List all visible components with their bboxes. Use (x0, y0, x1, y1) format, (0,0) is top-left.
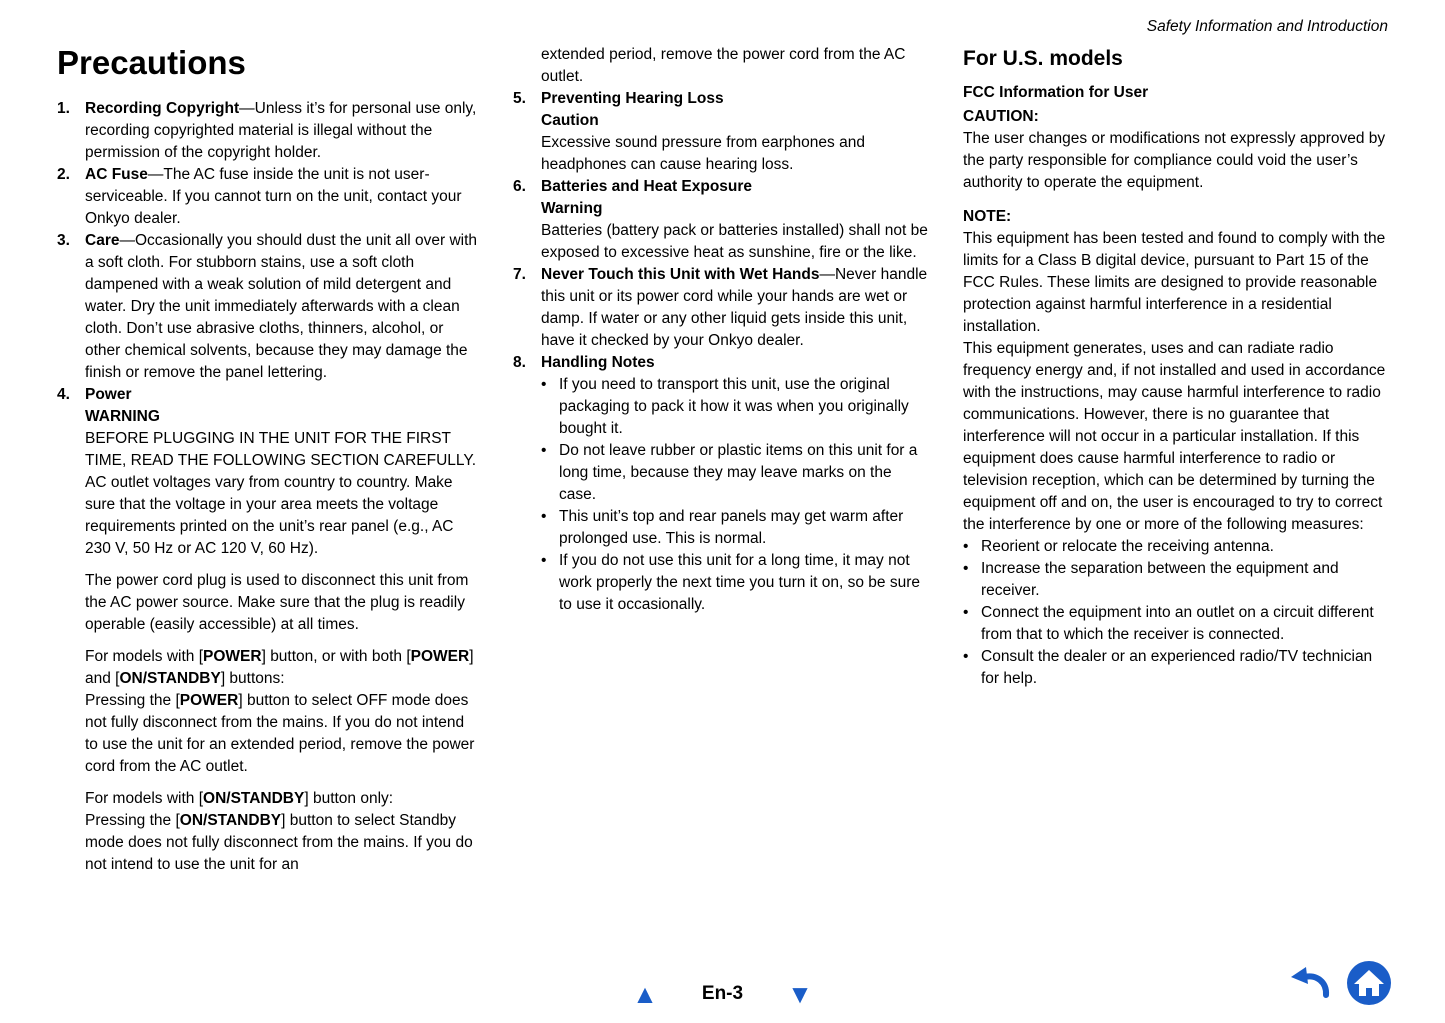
warning-text: BEFORE PLUGGING IN THE UNIT FOR THE FIRST TIME, READ THE FOLLOWING SECTION CAREFULLY. (85, 430, 477, 469)
power-paragraph: The power cord plug is used to disconnect this unit from the AC power source. Make sure that the plug is readily operable (easily accessible) at all times. (85, 572, 469, 633)
list-item-title: Preventing Hearing Loss (541, 90, 724, 107)
list-item-number: 2. (57, 166, 70, 183)
bullet-item (541, 440, 931, 506)
power-paragraph: For models with [ON/STANDBY] button only: Pressing the [ON/STANDBY] button to select Standby mode does not fully disconnect from the mains. If you do not intend to use the unit for an (85, 790, 473, 873)
bullet-text: Consult the dealer or an experienced radio/TV technician for help. (981, 648, 1373, 687)
list-item-text: —The AC fuse inside the unit is not user-serviceable. If you cannot turn on the unit, contact your Onkyo dealer. (85, 166, 462, 227)
bullet-marker (963, 558, 981, 602)
list-item-title: Batteries and Heat Exposure (541, 178, 753, 195)
bullet-text: Increase the separation between the equipment and receiver. (981, 560, 1339, 599)
fcc-info-subheading: FCC Information for User (963, 84, 1149, 101)
warning-label: WARNING (85, 408, 160, 425)
list-item-number: 5. (513, 90, 526, 107)
bullet-item (963, 558, 1387, 602)
footer-page-nav (0, 981, 1445, 1007)
section-header-title: Safety Information and Introduction (1146, 18, 1388, 35)
list-item-text: —Never handle this unit or its power cord while your hands are wet or damp. If water or any other liquid gets inside this unit, have it checked by your Onkyo dealer. (541, 266, 928, 349)
list-item-care (57, 230, 481, 384)
list-item-title: Power (85, 386, 132, 403)
bullet-item (963, 536, 1387, 558)
list-item-text: Excessive sound pressure from earphones and headphones can cause hearing loss. (541, 134, 865, 173)
column-left (57, 44, 481, 876)
power-paragraph: AC outlet voltages vary from country to country. Make sure that the voltage in your area meets the voltage requirements printed on the unit’s rear panel (e.g., AC 230 V, 50 Hz or AC 120 V, 60 Hz). (85, 474, 454, 557)
list-item-body (541, 264, 931, 352)
caution-subhead: Caution (541, 112, 599, 129)
continuation-paragraph: extended period, remove the power cord from the AC outlet. (541, 46, 906, 85)
note-label: NOTE: (963, 208, 1012, 225)
list-item-number: 6. (513, 178, 526, 195)
bullet-item (541, 550, 931, 616)
caution-label: CAUTION: (963, 108, 1039, 125)
list-item-number: 7. (513, 266, 526, 283)
us-models-heading: For U.S. models (963, 47, 1123, 70)
list-item-title: Recording Copyright (85, 100, 240, 117)
bullet-item (541, 374, 931, 440)
column-right (963, 44, 1387, 876)
page-number: En-3 (701, 983, 744, 1004)
bullet-marker (541, 374, 559, 440)
list-item-text: Batteries (battery pack or batteries installed) shall not be exposed to excessive heat as sunshine, fire or the like. (541, 222, 928, 261)
nav-up-button[interactable]: ▲ (632, 979, 658, 1009)
list-item-text: —Unless it’s for personal use only, recording copyrighted material is illegal without the permission of the copyright holder. (85, 100, 477, 161)
bullet-item (963, 602, 1387, 646)
bullet-marker (541, 550, 559, 616)
home-button[interactable] (1345, 959, 1393, 1007)
bullet-text: Connect the equipment into an outlet on a circuit different from that to which the receiver is connected. (981, 604, 1374, 643)
list-item-number: 1. (57, 100, 70, 117)
list-item-number: 8. (513, 354, 526, 371)
list-item-hearing-loss (513, 88, 931, 176)
power-paragraph: For models with [POWER] button, or with both [POWER] and [ON/STANDBY] buttons: Pressing the [POWER] button to select OFF mode does not fully disconnect from the mains. If you do not intend to use the unit for an extended period, remove the power cord from the AC outlet. (85, 648, 475, 775)
bullet-text: This unit’s top and rear panels may get warm after prolonged use. This is normal. (559, 508, 904, 547)
bullet-marker (541, 506, 559, 550)
return-button[interactable] (1287, 965, 1331, 1001)
list-item-title: Handling Notes (541, 354, 655, 371)
spacer (963, 194, 1387, 206)
list-item-number: 3. (57, 232, 70, 249)
bullet-text: Do not leave rubber or plastic items on this unit for a long time, because they may leave marks on the case. (559, 442, 918, 503)
bullet-marker (963, 602, 981, 646)
content-columns (57, 44, 1387, 876)
list-item-wet-hands (513, 264, 931, 352)
fcc-measures-bullets (963, 536, 1387, 690)
list-item-power (57, 384, 481, 876)
list-item-title: AC Fuse (85, 166, 148, 183)
nav-down-button[interactable]: ▼ (787, 979, 813, 1009)
caution-text: The user changes or modifications not expressly approved by the party responsible for compliance could void the user’s authority to operate the equipment. (963, 130, 1386, 191)
page-header (57, 18, 1388, 36)
list-item-body (85, 98, 481, 164)
list-item-handling-notes (513, 352, 931, 616)
list-item-body (541, 352, 931, 616)
home-icon (1345, 959, 1393, 1007)
list-item-body (85, 164, 481, 230)
bullet-marker (541, 440, 559, 506)
bullet-item (963, 646, 1387, 690)
page-title: Precautions (57, 44, 246, 81)
list-item-body (85, 384, 481, 876)
list-item-number: 4. (57, 386, 70, 403)
return-arrow-icon (1287, 965, 1331, 1001)
warning-subhead: Warning (541, 200, 603, 217)
footer-quick-nav (1287, 959, 1393, 1007)
handling-notes-bullets (541, 374, 931, 616)
list-item-body (85, 230, 481, 384)
list-item-title: Care (85, 232, 120, 249)
bullet-marker (963, 646, 981, 690)
list-item-body (541, 176, 931, 264)
list-item-text: —Occasionally you should dust the unit all over with a soft cloth. For stubborn stains, use a soft cloth dampened with a weak solution of mild detergent and water. Dry the unit immediately afterwards with a clean cloth. Don’t use abrasive cloths, thinners, alcohol, or other chemical solvents, because they may damage the finish or remove the panel lettering. (85, 232, 478, 381)
bullet-text: Reorient or relocate the receiving antenna. (981, 538, 1274, 555)
list-item-title: Never Touch this Unit with Wet Hands (541, 266, 820, 283)
list-item-recording-copyright (57, 98, 481, 164)
bullet-text: If you do not use this unit for a long time, it may not work properly the next time you turn it on, so be sure to use it occasionally. (559, 552, 920, 613)
list-item-ac-fuse (57, 164, 481, 230)
note-paragraph: This equipment has been tested and found to comply with the limits for a Class B digital device, pursuant to Part 15 of the FCC Rules. These limits are designed to provide reasonable protection against harmful interference in a residential installation. (963, 230, 1386, 335)
list-item-batteries (513, 176, 931, 264)
bullet-item (541, 506, 931, 550)
bullet-marker (963, 536, 981, 558)
note-paragraph: This equipment generates, uses and can radiate radio frequency energy and, if not installed and used in accordance with the instructions, may cause harmful interference to radio communications. However, there is no guarantee that interference will not occur in a particular installation. If this equipment does cause harmful interference to radio or television reception, which can be determined by turning the equipment off and on, the user is encouraged to try to correct the interference by one or more of the following measures: (963, 340, 1386, 533)
bullet-text: If you need to transport this unit, use the original packaging to pack it how it was when you originally bought it. (559, 376, 909, 437)
list-item-body (541, 88, 931, 176)
column-middle (513, 44, 931, 876)
